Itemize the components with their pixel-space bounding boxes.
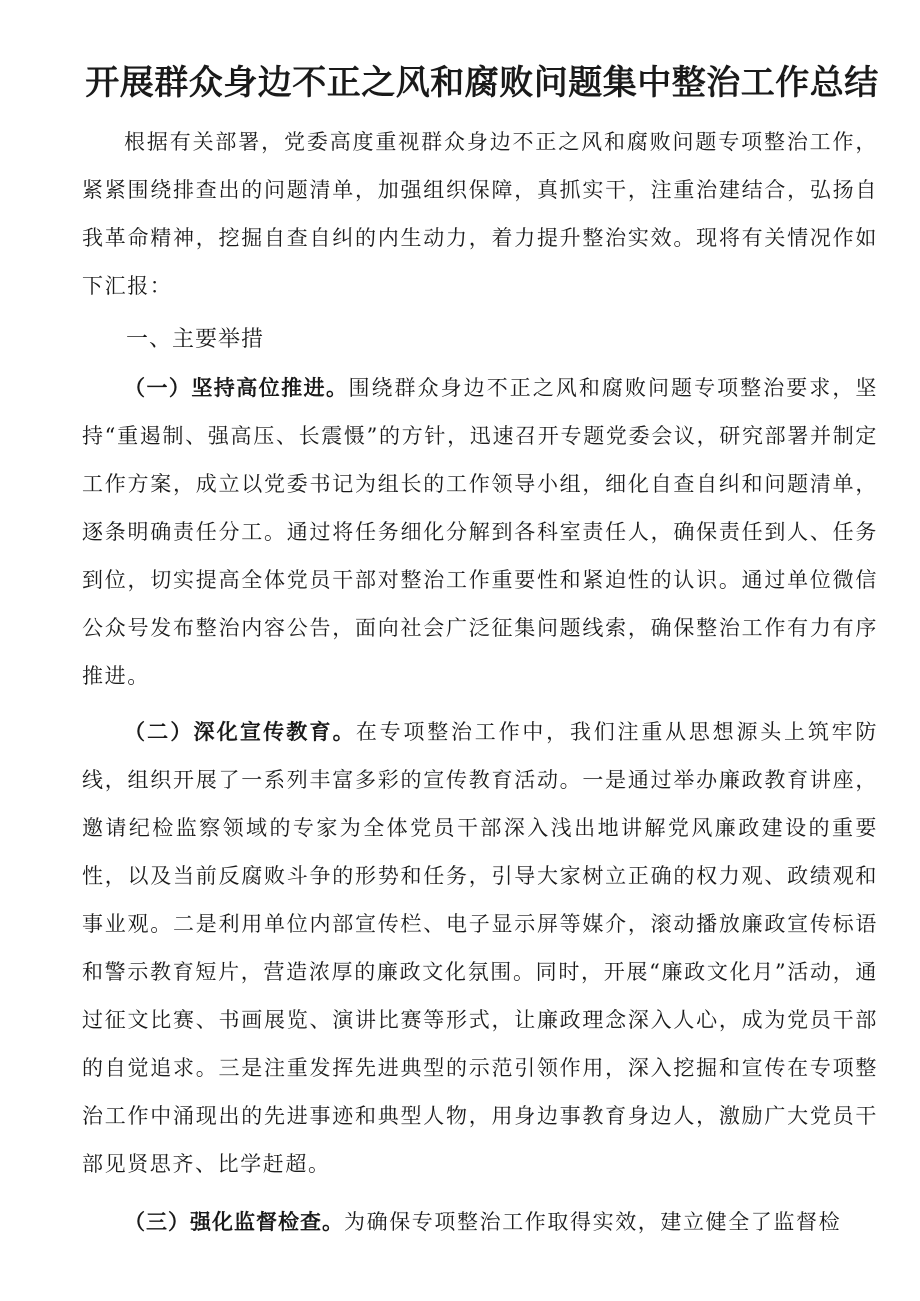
subsection-1-paragraph — [82, 364, 878, 700]
subsection-3-paragraph — [82, 1198, 878, 1246]
intro-paragraph: 根据有关部署，党委高度重视群众身边不正之风和腐败问题专项整治工作，紧紧围绕排查出的问题清单，加强组织保障，真抓实干，注重治建结合，弘扬自我革命精神，挖掘自查自纠的内生动力，着力提升整治实效。现将有关情况作如下汇报： — [82, 130, 878, 298]
document-title: 开展群众身边不正之风和腐败问题集中整治工作总结 — [85, 63, 879, 103]
subsection-1-body: 围绕群众身边不正之风和腐败问题专项整治要求，坚持“重遏制、强高压、长震慑”的方针，迅速召开专题党委会议，研究部署并制定工作方案，成立以党委书记为组长的工作领导小组，细化自查自纠和问题清单，逐条明确责任分工。通过将任务细化分解到各科室责任人，确保责任到人、任务到位，切实提高全体党员干部对整治工作重要性和紧迫性的认识。通过单位微信公众号发布整治内容公告，面向社会广泛征集问题线索，确保整治工作有力有序推进。 — [82, 376, 878, 688]
subsection-1-lead: （一）坚持高位推进。 — [124, 376, 349, 400]
section-heading: 一、主要举措 — [126, 327, 265, 352]
subsection-2-lead: （二）深化宣传教育。 — [124, 720, 356, 744]
subsection-3-body: 为确保专项整治工作取得实效，建立健全了监督检 — [344, 1210, 842, 1234]
subsection-3-lead: （三）强化监督检查。 — [124, 1210, 344, 1234]
subsection-2-body: 在专项整治工作中，我们注重从思想源头上筑牢防线，组织开展了一系列丰富多彩的宣传教育活动。一是通过举办廉政教育讲座，邀请纪检监察领域的专家为全体党员干部深入浅出地讲解党风廉政建设的重要性，以及当前反腐败斗争的形势和任务，引导大家树立正确的权力观、政绩观和事业观。二是利用单位内部宣传栏、电子显示屏等媒介，滚动播放廉政宣传标语和警示教育短片，营造浓厚的廉政文化氛围。同时，开展“廉政文化月”活动，通过征文比赛、书画展览、演讲比赛等形式，让廉政理念深入人心，成为党员干部的自觉追求。三是注重发挥先进典型的示范引领作用，深入挖掘和宣传在专项整治工作中涌现出的先进事迹和典型人物，用身边事教育身边人，激励广大党员干部见贤思齐、比学赶超。 — [82, 720, 878, 1176]
subsection-2-paragraph — [82, 708, 878, 1188]
